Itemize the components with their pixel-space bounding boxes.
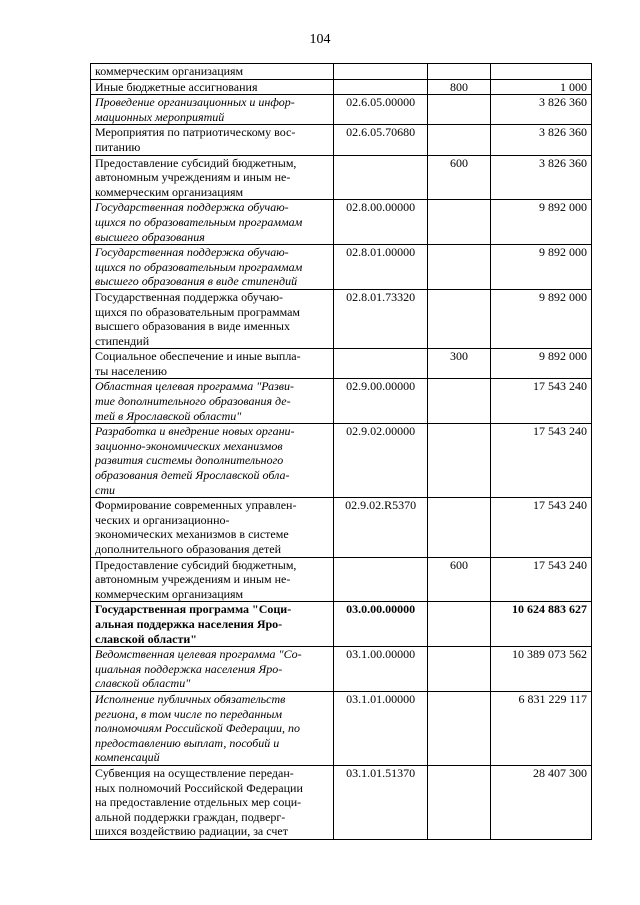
row-name-line: коммерческим организациям	[95, 64, 244, 78]
row-name-line: шихся воздействию радиации, за счет	[95, 824, 288, 839]
row-name-cell	[91, 602, 334, 647]
row-name-cell	[91, 64, 334, 80]
row-name-cell	[91, 691, 334, 765]
row-name-line: коммерческим организациям	[95, 586, 244, 601]
amount-cell: 28 407 300	[490, 765, 591, 839]
row-name-line: Предоставление субсидий бюджетным,	[95, 557, 297, 572]
expense-type-cell	[428, 64, 490, 80]
row-name-line: на предоставление отдельных мер соци-	[95, 795, 302, 810]
row-name-cell	[91, 424, 334, 498]
row-name-line: славской области"	[95, 676, 191, 691]
budget-table-body	[91, 64, 592, 840]
row-name-line: ты населению	[95, 363, 167, 378]
row-name-line: Государственная поддержка обучаю-	[95, 245, 289, 260]
row-name-line: высшего образования в виде именных	[95, 319, 290, 334]
program-code-cell	[333, 557, 427, 602]
table-row	[91, 602, 592, 647]
table-row	[91, 125, 592, 155]
row-name-line: тие дополнительного образования де-	[95, 394, 291, 409]
program-code-cell: 03.1.01.00000	[333, 691, 427, 765]
row-name-line: Предоставление субсидий бюджетным,	[95, 155, 297, 170]
expense-type-cell: 800	[428, 79, 490, 95]
row-name-line: Государственная поддержка обучаю-	[95, 200, 289, 215]
row-name-line: Социальное обеспечение и иные выпла-	[95, 349, 301, 364]
row-name-line: Мероприятия по патриотическому вос-	[95, 125, 296, 140]
page-number: 104	[309, 32, 331, 47]
amount-cell: 9 892 000	[490, 289, 591, 348]
row-name-cell	[91, 349, 334, 379]
row-name-cell	[91, 379, 334, 424]
program-code-cell	[333, 155, 427, 200]
expense-type-cell	[428, 379, 490, 424]
row-name-cell	[91, 498, 334, 557]
table-row	[91, 557, 592, 602]
row-name-line: ных полномочий Российской Федерации	[95, 780, 303, 795]
program-code-cell: 02.9.02.00000	[333, 424, 427, 498]
row-name-line: циальная поддержка населения Яро-	[95, 661, 283, 676]
amount-cell: 1 000	[490, 79, 591, 95]
row-name-cell	[91, 557, 334, 602]
amount-cell	[490, 64, 591, 80]
row-name-line: дополнительного образования детей	[95, 542, 281, 556]
row-name-line: стипендий	[95, 333, 150, 348]
table-row	[91, 647, 592, 692]
row-name-line: высшего образования в виде стипендий	[95, 274, 298, 289]
amount-cell: 10 389 073 562	[490, 647, 591, 692]
table-row	[91, 200, 592, 245]
table-row	[91, 379, 592, 424]
row-name-line: Разработка и внедрение новых органи-	[95, 424, 295, 439]
table-row	[91, 245, 592, 290]
expense-type-cell	[428, 125, 490, 155]
row-name-line: Иные бюджетные ассигнования	[95, 79, 258, 94]
amount-cell: 9 892 000	[490, 349, 591, 379]
table-row	[91, 64, 592, 80]
table-row	[91, 424, 592, 498]
amount-cell: 17 543 240	[490, 498, 591, 557]
row-name-cell	[91, 155, 334, 200]
program-code-cell	[333, 64, 427, 80]
row-name-line: питанию	[95, 139, 141, 154]
amount-cell: 9 892 000	[490, 245, 591, 290]
expense-type-cell: 600	[428, 155, 490, 200]
row-name-line: предоставлению выплат, пособий и	[95, 735, 280, 750]
row-name-line: развития системы дополнительного	[95, 453, 284, 468]
table-row	[91, 79, 592, 95]
table-row	[91, 691, 592, 765]
row-name-line: славской области"	[95, 631, 197, 646]
row-name-line: щихся по образовательным программам	[95, 259, 303, 274]
row-name-line: тей в Ярославской области"	[95, 408, 242, 423]
row-name-line: щихся по образовательным программам	[95, 304, 301, 319]
row-name-line: высшего образования	[95, 229, 205, 244]
row-name-line: региона, в том числе по переданным	[95, 706, 283, 721]
amount-cell: 3 826 360	[490, 95, 591, 125]
program-code-cell: 03.1.01.51370	[333, 765, 427, 839]
row-name-line: образования детей Ярославской обла-	[95, 468, 290, 483]
amount-cell: 17 543 240	[490, 557, 591, 602]
row-name-line: Областная целевая программа "Разви-	[95, 379, 294, 394]
program-code-cell: 02.6.05.70680	[333, 125, 427, 155]
row-name-line: автономным учреждениям и иным не-	[95, 170, 291, 185]
row-name-line: альная поддержка населения Яро-	[95, 616, 283, 631]
amount-cell: 10 624 883 627	[490, 602, 591, 647]
table-row	[91, 765, 592, 839]
row-name-line: компенсаций	[95, 750, 160, 765]
table-row	[91, 498, 592, 557]
row-name-line: Государственная программа "Соци-	[95, 602, 292, 617]
amount-cell: 3 826 360	[490, 155, 591, 200]
program-code-cell: 02.8.01.00000	[333, 245, 427, 290]
row-name-line: Исполнение публичных обязательств	[95, 691, 286, 706]
expense-type-cell	[428, 765, 490, 839]
amount-cell: 17 543 240	[490, 424, 591, 498]
expense-type-cell	[428, 691, 490, 765]
expense-type-cell	[428, 424, 490, 498]
program-code-cell: 02.9.00.00000	[333, 379, 427, 424]
row-name-cell	[91, 647, 334, 692]
row-name-cell	[91, 765, 334, 839]
row-name-line: коммерческим организациям	[95, 184, 244, 199]
row-name-line: щихся по образовательным программам	[95, 214, 303, 229]
amount-cell: 3 826 360	[490, 125, 591, 155]
row-name-line: Ведомственная целевая программа "Со-	[95, 647, 302, 662]
budget-table	[90, 63, 592, 840]
row-name-line: сти	[95, 482, 115, 497]
amount-cell: 9 892 000	[490, 200, 591, 245]
expense-type-cell	[428, 602, 490, 647]
expense-type-cell	[428, 95, 490, 125]
expense-type-cell: 300	[428, 349, 490, 379]
row-name-line: Проведение организационных и инфор-	[95, 95, 295, 110]
row-name-cell	[91, 95, 334, 125]
program-code-cell: 02.6.05.00000	[333, 95, 427, 125]
program-code-cell: 02.9.02.R5370	[333, 498, 427, 557]
row-name-line: Субвенция на осуществление передан-	[95, 765, 294, 780]
row-name-line: зационно-экономических механизмов	[95, 438, 283, 453]
row-name-cell	[91, 200, 334, 245]
row-name-line: мационных мероприятий	[95, 109, 225, 124]
row-name-line: Государственная поддержка обучаю-	[95, 289, 284, 304]
table-row	[91, 349, 592, 379]
program-code-cell: 03.1.00.00000	[333, 647, 427, 692]
amount-cell: 17 543 240	[490, 379, 591, 424]
expense-type-cell	[428, 200, 490, 245]
program-code-cell: 03.0.00.00000	[333, 602, 427, 647]
row-name-line: ческих и организационно-	[95, 512, 230, 527]
expense-type-cell	[428, 245, 490, 290]
row-name-cell	[91, 289, 334, 348]
amount-cell: 6 831 229 117	[490, 691, 591, 765]
program-code-cell: 02.8.01.73320	[333, 289, 427, 348]
row-name-cell	[91, 125, 334, 155]
table-row	[91, 95, 592, 125]
expense-type-cell	[428, 647, 490, 692]
row-name-line: альной поддержки граждан, подверг-	[95, 809, 286, 824]
table-row	[91, 289, 592, 348]
row-name-line: полномочиям Российской Федерации, по	[95, 721, 300, 736]
row-name-cell	[91, 79, 334, 95]
table-row	[91, 155, 592, 200]
row-name-line: автономным учреждениям и иным не-	[95, 572, 291, 587]
program-code-cell: 02.8.00.00000	[333, 200, 427, 245]
row-name-line: Формирование современных управлен-	[95, 498, 297, 513]
row-name-cell	[91, 245, 334, 290]
row-name-line: экономических механизмов в системе	[95, 527, 289, 542]
program-code-cell	[333, 349, 427, 379]
expense-type-cell	[428, 289, 490, 348]
expense-type-cell: 600	[428, 557, 490, 602]
program-code-cell	[333, 79, 427, 95]
expense-type-cell	[428, 498, 490, 557]
